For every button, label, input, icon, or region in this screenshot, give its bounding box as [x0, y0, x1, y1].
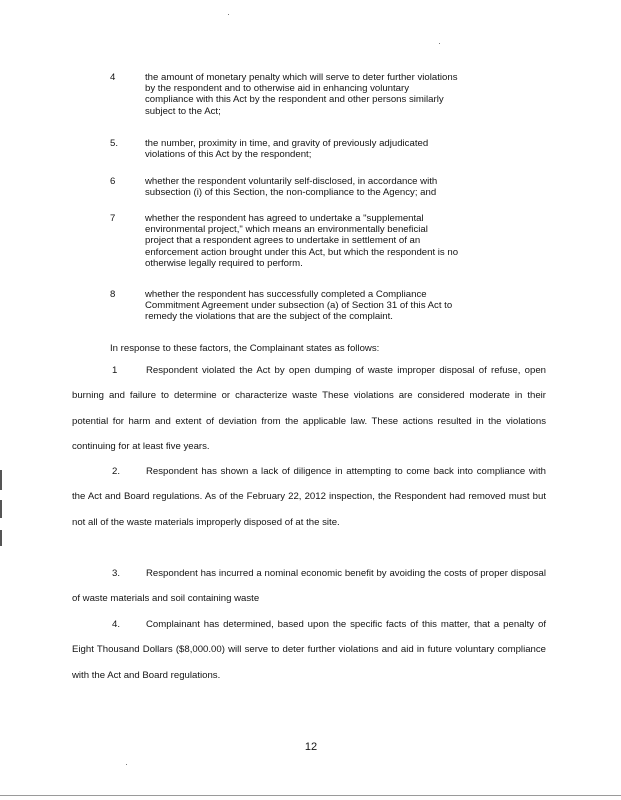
paragraph-number: 2.: [112, 466, 121, 477]
paragraph-text: Complainant has determined, based upon the specific facts of this matter, that a penalty of Eight Thousand Dollars ($8,000.00) will serve to deter further violations and aid in future voluntary compliance with the Act and Board regulations.: [72, 619, 546, 681]
factor-text: whether the respondent has agreed to undertake a "supplemental environmental project," which means an environmentally beneficial project that a respondent agrees to undertake in settlement of an enforcement action brought under this Act, but which the respondent is no otherwise legally required to perform.: [145, 213, 459, 269]
scan-edge-mark: [0, 500, 2, 518]
lead-in-sentence: In response to these factors, the Complainant states as follows:: [110, 343, 380, 354]
factor-text: whether the respondent voluntarily self-disclosed, in accordance with subsection (i) of this Section, the non-compliance to the Agency; and: [145, 176, 438, 199]
scan-edge-mark: [0, 470, 2, 490]
paragraph-text: Respondent has shown a lack of diligence in attempting to come back into compliance with the Act and Board regulations. As of the February 22, 2012 inspection, the Respondent had removed must but not all of the waste materials improperly disposed of at the site.: [72, 466, 546, 528]
scan-speck: [439, 43, 440, 44]
factor-number: 6: [110, 176, 116, 187]
numbered-paragraph: [72, 358, 546, 460]
scan-edge-mark: [0, 530, 2, 546]
paragraph-number: 1: [112, 365, 118, 376]
page-bottom-border: [0, 795, 621, 796]
numbered-paragraph: [72, 459, 546, 535]
paragraph-number: 4.: [112, 619, 121, 630]
paragraph-text: Respondent violated the Act by open dumping of waste improper disposal of refuse, open burning and failure to determine or characterize waste These violations are considered moderate in their potential for harm and extent of deviation from the applicable law. These actions resulted in the violations continuing for at least five years.: [72, 365, 546, 453]
factor-number: 5.: [110, 138, 119, 149]
paragraph-number: 3.: [112, 568, 121, 579]
factor-number: 4: [110, 72, 116, 83]
page-number: 12: [304, 741, 318, 753]
factor-number: 7: [110, 213, 116, 224]
factor-text: the number, proximity in time, and gravity of previously adjudicated violations of this Act by the respondent;: [145, 138, 429, 161]
factor-text: the amount of monetary penalty which will serve to deter further violations by the respondent and to otherwise aid in enhancing voluntary compliance with this Act by the respondent and other persons similarly subject to the Act;: [145, 72, 458, 117]
scan-speck: [228, 14, 229, 15]
scan-speck: [126, 764, 127, 765]
numbered-paragraph: [72, 561, 546, 612]
factor-number: 8: [110, 289, 116, 300]
factor-text: whether the respondent has successfully completed a Compliance Commitment Agreement under subsection (a) of Section 31 of this Act to remedy the violations that are the subject of the complaint.: [145, 289, 453, 323]
numbered-paragraph: [72, 612, 546, 688]
paragraph-text: Respondent has incurred a nominal economic benefit by avoiding the costs of proper disposal of waste materials and soil containing waste: [72, 568, 546, 605]
